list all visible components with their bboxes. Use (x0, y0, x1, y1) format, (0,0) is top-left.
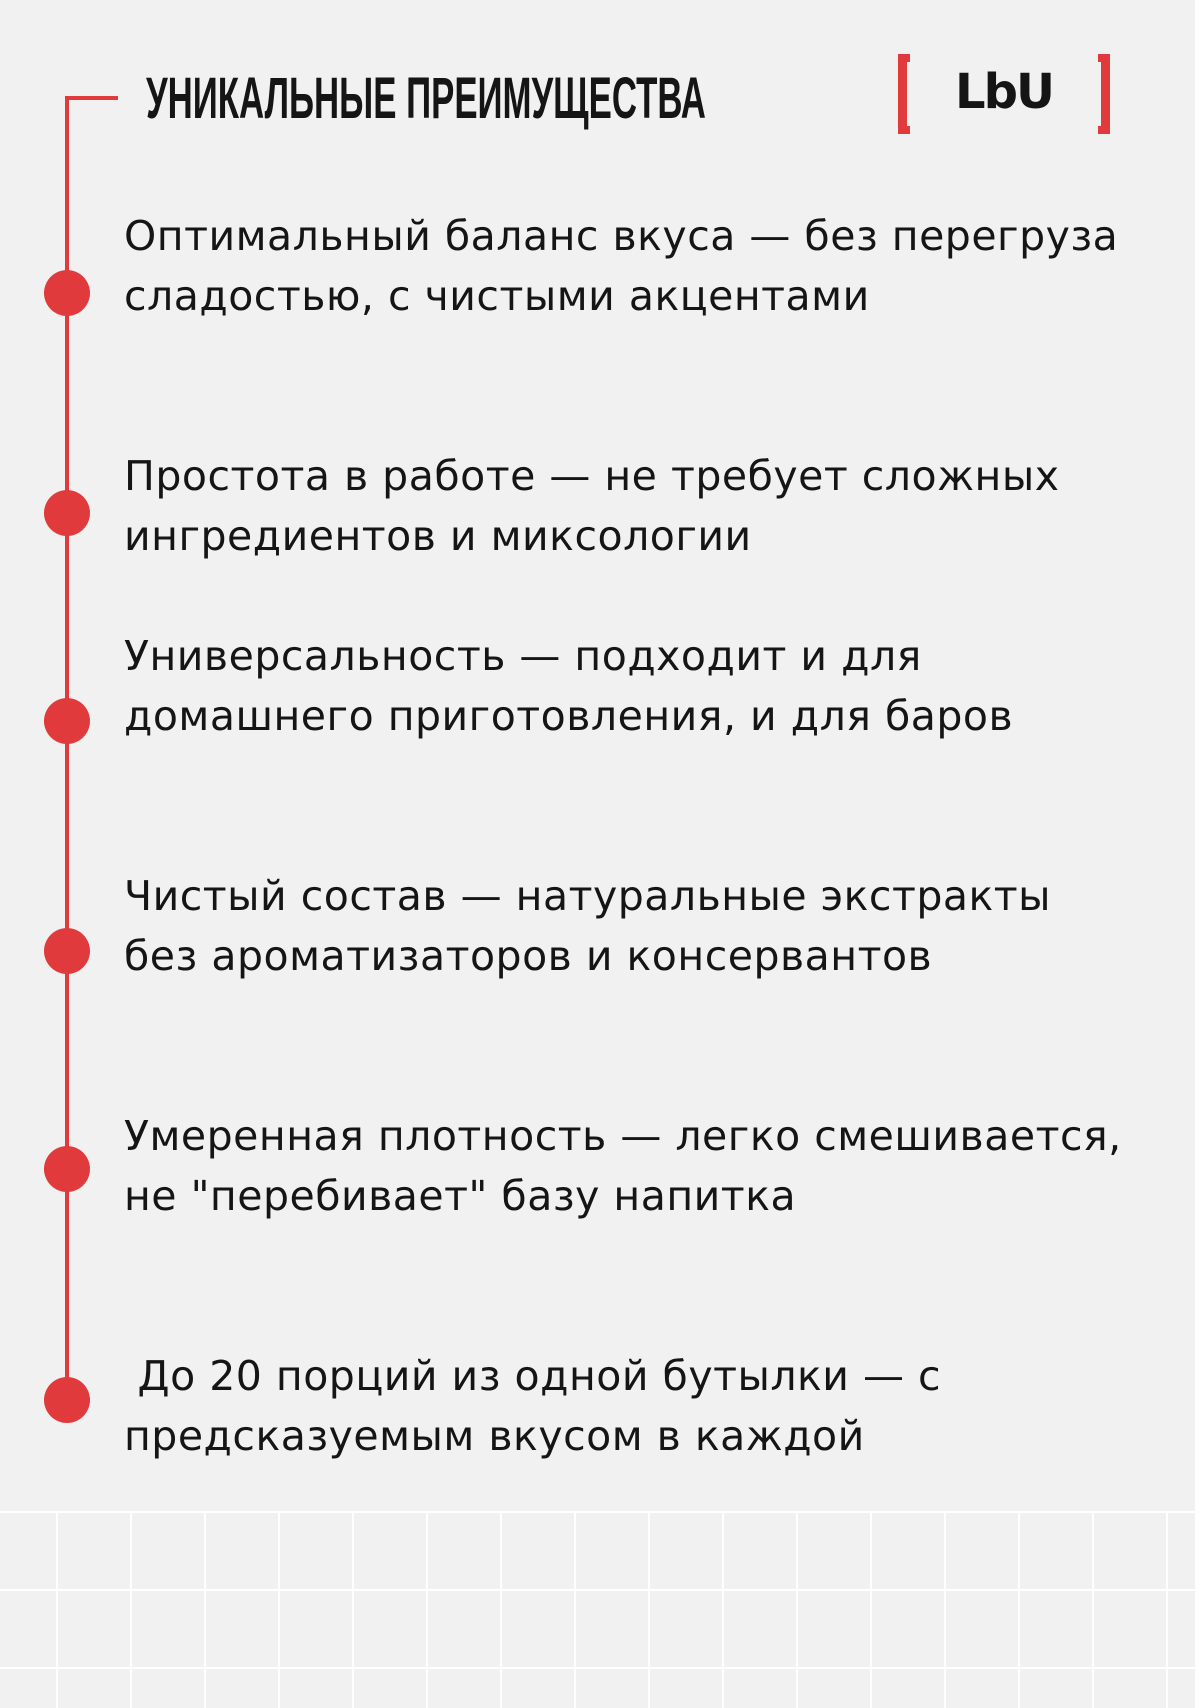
benefit-taste-balance: Оптимальный баланс вкуса — без перегруза сладостью, с чистыми акцентами (124, 212, 1132, 320)
logo-bracket-right (1098, 54, 1110, 134)
decorative-grid (0, 1510, 1200, 1708)
timeline-line (67, 98, 118, 1400)
timeline-dot-5 (44, 1146, 90, 1192)
page-title: УНИКАЛЬНЫЕ ПРЕИМУЩЕСТВА (146, 66, 706, 131)
timeline-dot-4 (44, 928, 90, 974)
timeline-dot-2 (44, 490, 90, 536)
benefit-moderate-density: Умеренная плотность — легко смешивается, не "перебивает" базу напитка (124, 1112, 1136, 1220)
timeline-dot-1 (44, 270, 90, 316)
benefit-clean-composition: Чистый состав — натуральные экстракты без ароматизаторов и консервантов (124, 872, 1065, 980)
timeline-dot-6 (44, 1377, 90, 1423)
benefit-servings: До 20 порций из одной бутылки — с предсказуемым вкусом в каждой (124, 1352, 955, 1460)
logo-bracket-left (898, 54, 910, 134)
logo-text: LbU (955, 64, 1053, 120)
benefit-simplicity: Простота в работе — не требует сложных ингредиентов и миксологии (124, 452, 1074, 560)
brand-logo (898, 54, 1110, 134)
page-edge (1195, 0, 1200, 1708)
benefit-versatility: Универсальность — подходит и для домашнего приготовления, и для баров (124, 632, 1014, 740)
timeline-dot-3 (44, 698, 90, 744)
